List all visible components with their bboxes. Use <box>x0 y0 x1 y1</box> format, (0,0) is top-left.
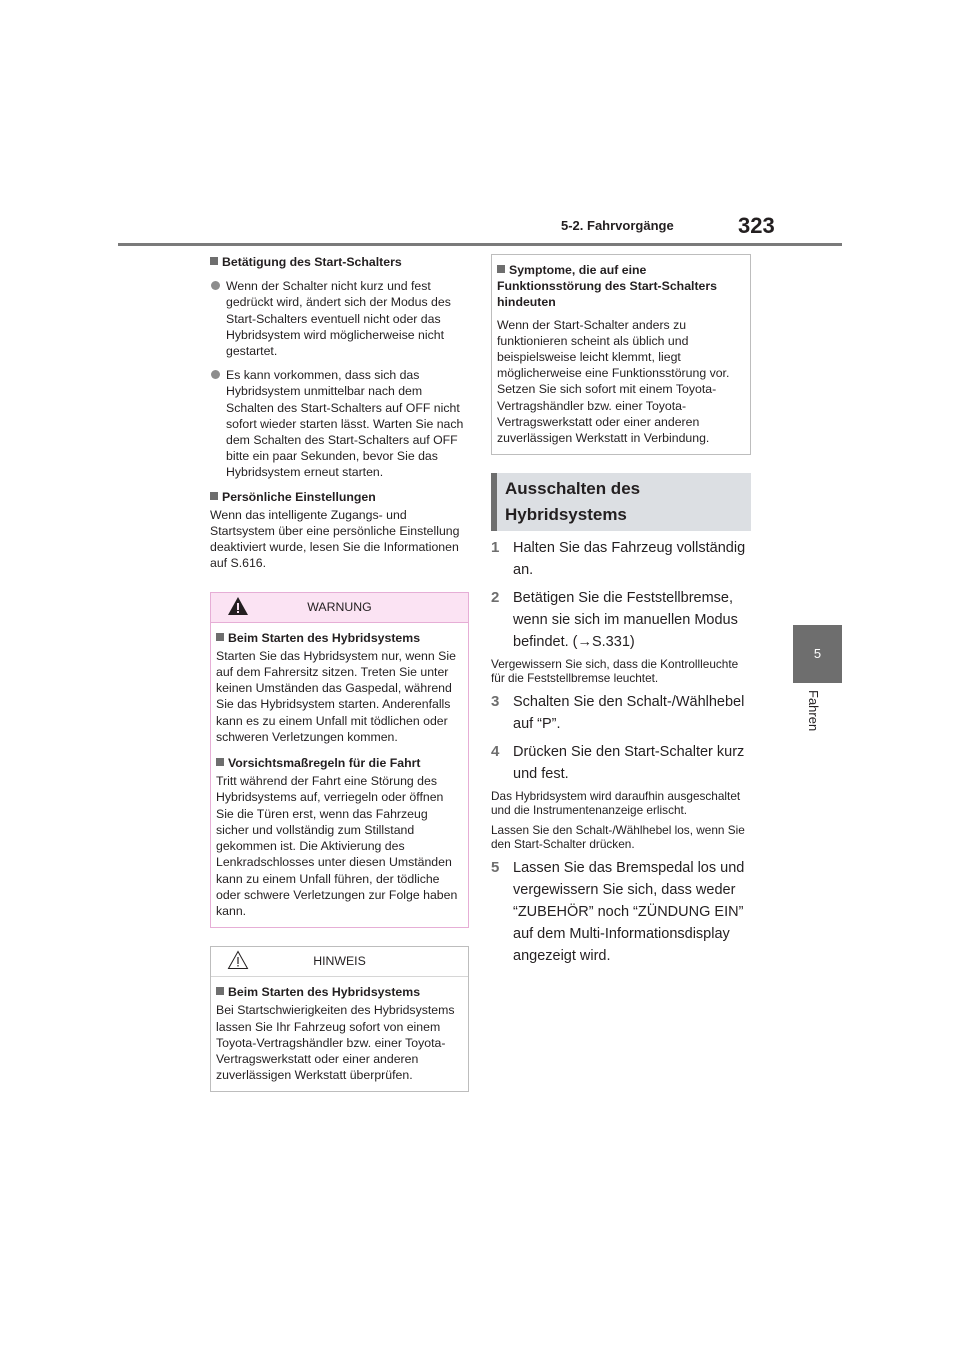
notice-box <box>210 946 469 1092</box>
step-3 <box>491 691 751 735</box>
warning-box <box>210 592 469 928</box>
step-2 <box>491 587 751 653</box>
square-bullet-icon <box>216 633 224 641</box>
warning-title: WARNUNG <box>307 599 372 614</box>
step-note: Das Hybridsystem wird daraufhin ausgeschaltet und die Instrumentenanzeige erlischt. <box>491 789 741 818</box>
section-heading: Ausschalten des Hybridsystems <box>491 473 751 531</box>
step-4 <box>491 741 751 785</box>
square-bullet-icon <box>497 265 505 273</box>
square-bullet-icon <box>210 492 218 500</box>
step-note: Lassen Sie den Schalt-/Wählhebel los, wenn Sie den Start-Schalter drücken. <box>491 823 745 852</box>
step-number: 4 <box>491 743 500 761</box>
step-number: 2 <box>491 589 500 607</box>
left-column <box>210 254 469 1110</box>
chapter-label: Fahren <box>806 690 821 732</box>
header-rule <box>118 243 842 246</box>
warning-header <box>211 593 468 623</box>
subheading: Persönliche Einstellungen <box>210 489 469 505</box>
square-bullet-icon <box>216 987 224 995</box>
warning-triangle-icon <box>227 596 249 616</box>
list-item: Wenn der Schalter nicht kurz und fest gedrückt wird, ändert sich der Modus des Start-Schalters eventuell nicht oder das Hybridsystem wird möglicherweise nicht gestartet. <box>210 278 469 359</box>
step-text: Drücken Sie den Start-Schalter kurz und fest. <box>513 744 745 783</box>
paragraph: Wenn der Start-Schalter anders zu funktionieren scheint als üblich und beispielsweise leicht klemmt, liegt möglicherweise eine Funktionsstörung vor. Setzen Sie sich sofort mit einem Toyota-Vertragshändler bzw. einer Toyota-Vertragswerkstatt oder einer anderen zuverlässigen Werkstatt in Verbindung. <box>497 317 730 446</box>
round-bullet-icon <box>211 370 220 379</box>
step-text: Schalten Sie den Schalt-/Wählhebel auf “P”. <box>513 694 745 733</box>
step-text: Lassen Sie das Bremspedal los und vergewissern Sie sich, dass weder “ZUBEHÖR” noch “ZÜNDUNG EIN” auf dem Multi-Informationsdisplay angezeigt wird. <box>513 860 745 965</box>
subheading: Symptome, die auf eine Funktionsstörung des Start-Schalters hindeuten <box>497 263 718 310</box>
notice-title: HINWEIS <box>313 954 366 969</box>
square-bullet-icon <box>216 758 224 766</box>
paragraph: Tritt während der Fahrt eine Störung des Hybridsystems auf, verriegeln oder öffnen Sie die Türen erst, wenn das Fahrzeug sicher und vollständig zum Stillstand gekommen ist. Die Aktivierung des Lenkradschlosses unter diesen Umständen kann zu einem Unfall führen, der tödliche oder schwere Verletzungen zur Folge haben kann. <box>216 774 458 918</box>
right-column <box>491 254 751 971</box>
step-number: 5 <box>491 859 500 877</box>
step-note: Vergewissern Sie sich, dass die Kontrollleuchte für die Feststellbremse leuchtet. <box>491 657 739 686</box>
paragraph: Wenn das intelligente Zugangs- und Startsystem über eine persönliche Einstellung deaktiviert wurde, lesen Sie die Informationen auf S.616. <box>210 507 460 571</box>
section-title: 5-2. Fahrvorgänge <box>561 218 674 233</box>
step-number: 3 <box>491 693 500 711</box>
subheading: Beim Starten des Hybridsystems <box>216 630 462 646</box>
symptoms-box <box>491 254 751 455</box>
subheading: Beim Starten des Hybridsystems <box>216 984 462 1000</box>
step-5 <box>491 857 751 967</box>
subheading: Betätigung des Start-Schalters <box>210 254 469 270</box>
list-item: Es kann vorkommen, dass sich das Hybridsystem unmittelbar nach dem Schalten des Start-Schalters auf OFF nicht sofort wieder starten lässt. Warten Sie nach dem Schalten des Start-Schalters auf OFF bitte ein paar Sekunden, bevor Sie das Hybridsystem erneut starten. <box>210 367 469 480</box>
chapter-tab: 5 <box>793 625 842 683</box>
page-number: 323 <box>738 213 775 238</box>
steps-list <box>491 537 751 967</box>
step-text: Betätigen Sie die Feststellbremse, wenn sie sich im manuellen Modus befindet. (→S.331) <box>513 590 738 651</box>
step-1 <box>491 537 751 581</box>
round-bullet-icon <box>211 281 220 290</box>
subheading: Vorsichtsmaßregeln für die Fahrt <box>216 755 462 771</box>
warning-body <box>211 623 468 927</box>
notice-body <box>211 977 468 1091</box>
paragraph: Starten Sie das Hybridsystem nur, wenn Sie auf dem Fahrersitz sitzen. Treten Sie unter keinen Umständen das Gaspedal, während Sie das Hybridsystem starten. Anderenfalls kann es zu einem Unfall mit tödlichen oder schweren Verletzungen kommen. <box>216 648 456 744</box>
notice-header <box>211 947 468 977</box>
caution-triangle-icon <box>227 950 249 970</box>
paragraph: Bei Startschwierigkeiten des Hybridsystems lassen Sie Ihr Fahrzeug sofort von einem Toyota-Vertragshändler bzw. einer Toyota-Vertragswerkstatt oder einer anderen zuverlässigen Werkstatt überprüfen. <box>216 1003 455 1083</box>
step-text: Halten Sie das Fahrzeug vollständig an. <box>513 540 746 579</box>
square-bullet-icon <box>210 257 218 265</box>
step-number: 1 <box>491 539 500 557</box>
